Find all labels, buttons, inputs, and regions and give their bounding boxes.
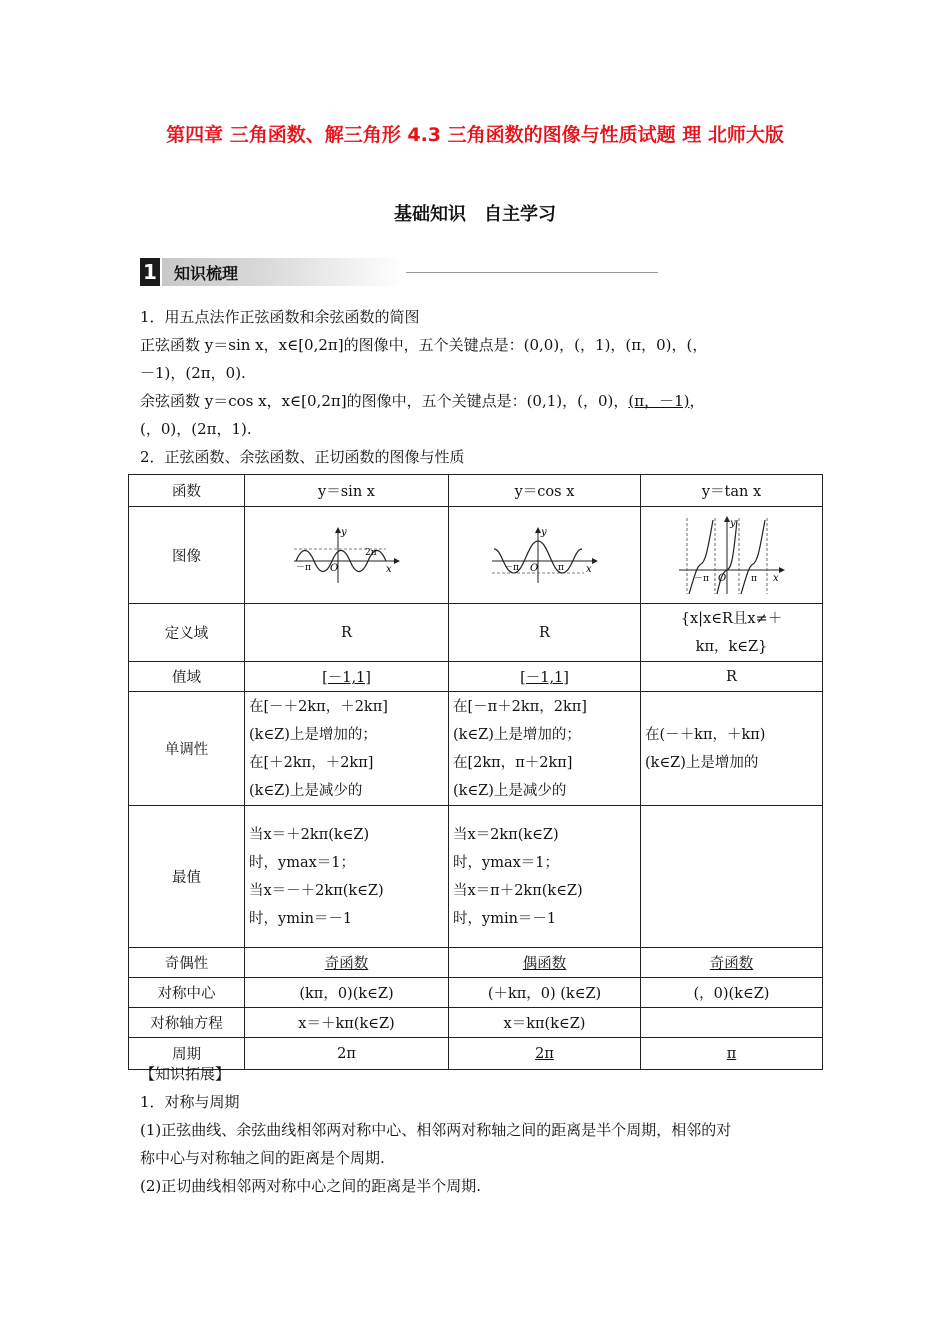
table-row-center xyxy=(129,978,823,1008)
domain-sin: R xyxy=(245,604,449,662)
ext-line3: 称中心与对称轴之间的距离是个周期. xyxy=(140,1149,385,1167)
mono-cos-line: 在[2kπ，π＋2kπ] xyxy=(453,754,573,771)
section-label-box xyxy=(162,258,404,286)
tan-neg-pi-label: －π xyxy=(693,574,709,584)
header-tan: y＝tan x xyxy=(641,475,823,507)
mono-tan xyxy=(641,692,823,806)
parity-cos: 偶函数 xyxy=(522,956,567,972)
cos-pi-label: π xyxy=(557,563,564,573)
cos-line-a: 余弦函数 y＝cos x，x∈[0,2π]的图像中，五个关键点是：(0,1)，(，0)， xyxy=(140,392,629,410)
table-row-parity xyxy=(129,948,823,978)
cos-y-label: y xyxy=(540,527,547,538)
mono-cos-line: (k∈Z)上是增加的； xyxy=(453,726,581,743)
cos-x-label: x xyxy=(585,564,592,575)
parity-sin: 奇函数 xyxy=(324,956,369,972)
center-tan: (，0)(k∈Z) xyxy=(641,978,823,1008)
mono-cos-line: (k∈Z)上是减少的 xyxy=(453,782,567,799)
period-label: 周期 xyxy=(129,1038,245,1070)
parity-tan: 奇函数 xyxy=(709,956,754,972)
domain-label: 定义域 xyxy=(129,604,245,662)
tan-graph xyxy=(677,514,787,596)
cos-keypoints-line2: (，0)，(2π，1). xyxy=(140,420,252,438)
section-header xyxy=(140,258,520,286)
center-label: 对称中心 xyxy=(129,978,245,1008)
section-divider xyxy=(406,272,658,273)
sin-graph-cell xyxy=(245,507,449,604)
sin-graph xyxy=(292,525,402,585)
table-row-graph xyxy=(129,507,823,604)
graph-label: 图像 xyxy=(129,507,245,604)
sin-keypoints-line2: －1)，(2π，0). xyxy=(140,364,246,382)
axis-sin: x＝＋kπ(k∈Z) xyxy=(245,1008,449,1038)
extrema-cos-line: 时，ymax＝1； xyxy=(453,854,559,871)
parity-label: 奇偶性 xyxy=(129,948,245,978)
sin-x-label: x xyxy=(385,564,392,575)
range-sin: [－1,1] xyxy=(322,670,371,686)
table-row-monotonic xyxy=(129,692,823,806)
tan-graph-cell xyxy=(641,507,823,604)
mono-sin-line: (k∈Z)上是增加的； xyxy=(249,726,377,743)
header-sin: y＝sin x xyxy=(245,475,449,507)
period-tan: π xyxy=(726,1045,737,1062)
mono-sin-line: (k∈Z)上是减少的 xyxy=(249,782,363,799)
properties-table xyxy=(128,474,823,1070)
header-cos: y＝cos x xyxy=(449,475,641,507)
tan-pi-label: π xyxy=(750,574,757,584)
cos-line-b: ， xyxy=(689,392,705,410)
sin-y-label: y xyxy=(340,527,347,538)
ext-line4: (2)正切曲线相邻两对称中心之间的距离是半个周期. xyxy=(140,1177,482,1195)
mono-sin-line: 在[＋2kπ，＋2kπ] xyxy=(249,754,374,771)
extrema-sin-line: 当x＝－＋2kπ(k∈Z) xyxy=(249,882,384,899)
sin-neg-pi-label: －π xyxy=(295,563,311,573)
section-subtitle: 基础知识 自主学习 xyxy=(394,204,556,225)
table-row-header xyxy=(129,475,823,507)
extrema-cos-line: 当x＝2kπ(k∈Z) xyxy=(453,826,559,843)
section-number: 1 xyxy=(140,258,160,286)
sin-origin-label: O xyxy=(329,563,338,574)
table-row-range xyxy=(129,662,823,692)
extrema-tan xyxy=(641,806,823,948)
mono-cos-line: 在[－π＋2kπ，2kπ] xyxy=(453,698,587,715)
document-title: 第四章 三角函数、解三角形 4.3 三角函数的图像与性质试题 理 北师大版 xyxy=(166,124,784,146)
cos-neg-pi-label: －π xyxy=(503,563,519,573)
ext-line2: (1)正弦曲线、余弦曲线相邻两对称中心、相邻两对称轴之间的距离是半个周期，相邻的对 xyxy=(140,1121,732,1139)
center-cos: (＋kπ，0) (k∈Z) xyxy=(449,978,641,1008)
table-row-extrema xyxy=(129,806,823,948)
cos-line-underlined: (π，－1) xyxy=(628,392,690,410)
mono-sin-line: 在[－＋2kπ，＋2kπ] xyxy=(249,698,388,715)
domain-tan xyxy=(641,604,823,662)
table-row-domain xyxy=(129,604,823,662)
domain-tan-line2: kπ，k∈Z} xyxy=(695,638,768,655)
table-row-axis xyxy=(129,1008,823,1038)
cos-graph xyxy=(490,525,600,585)
axis-label: 对称轴方程 xyxy=(129,1008,245,1038)
domain-tan-line1: {x|x∈R且x≠＋ xyxy=(680,610,783,627)
range-cos: [－1,1] xyxy=(520,670,569,686)
mono-tan-line: 在(－＋kπ，＋kπ) xyxy=(645,726,766,743)
mono-cos xyxy=(449,692,641,806)
header-func: 函数 xyxy=(129,475,245,507)
section-label: 知识梳理 xyxy=(174,264,239,283)
cos-graph-cell xyxy=(449,507,641,604)
extrema-sin xyxy=(245,806,449,948)
ext-heading: 【知识拓展】 xyxy=(140,1065,231,1083)
extrema-cos-line: 当x＝π＋2kπ(k∈Z) xyxy=(453,882,583,899)
mono-tan-line: (k∈Z)上是增加的 xyxy=(645,754,759,771)
mono-label: 单调性 xyxy=(129,692,245,806)
p1-heading: 1．用五点法作正弦函数和余弦函数的简图 xyxy=(140,308,420,326)
range-label: 值域 xyxy=(129,662,245,692)
ext-line1: 1．对称与周期 xyxy=(140,1093,240,1111)
sin-2pi-label: 2π xyxy=(364,548,377,558)
axis-tan xyxy=(641,1008,823,1038)
domain-cos: R xyxy=(449,604,641,662)
extrema-label: 最值 xyxy=(129,806,245,948)
extrema-sin-line: 时，ymin＝－1 xyxy=(249,910,353,927)
extrema-sin-line: 时，ymax＝1； xyxy=(249,854,355,871)
tan-x-label: x xyxy=(772,573,779,584)
tan-y-label: y xyxy=(729,518,736,529)
extrema-cos-line: 时，ymin＝－1 xyxy=(453,910,557,927)
period-cos: 2π xyxy=(535,1045,554,1062)
mono-sin xyxy=(245,692,449,806)
cos-keypoints-line1 xyxy=(140,387,820,415)
range-tan: R xyxy=(641,662,823,692)
period-sin: 2π xyxy=(245,1038,449,1070)
p2-heading: 2．正弦函数、余弦函数、正切函数的图像与性质 xyxy=(140,448,465,466)
cos-origin-label: O xyxy=(529,563,538,574)
axis-cos: x＝kπ(k∈Z) xyxy=(449,1008,641,1038)
tan-origin-label: O xyxy=(717,573,726,584)
extrema-sin-line: 当x＝＋2kπ(k∈Z) xyxy=(249,826,370,843)
extrema-cos xyxy=(449,806,641,948)
center-sin: (kπ，0)(k∈Z) xyxy=(245,978,449,1008)
sin-keypoints-line1: 正弦函数 y＝sin x，x∈[0,2π]的图像中，五个关键点是：(0,0)，(，1)，(π，0)，(， xyxy=(140,336,708,354)
